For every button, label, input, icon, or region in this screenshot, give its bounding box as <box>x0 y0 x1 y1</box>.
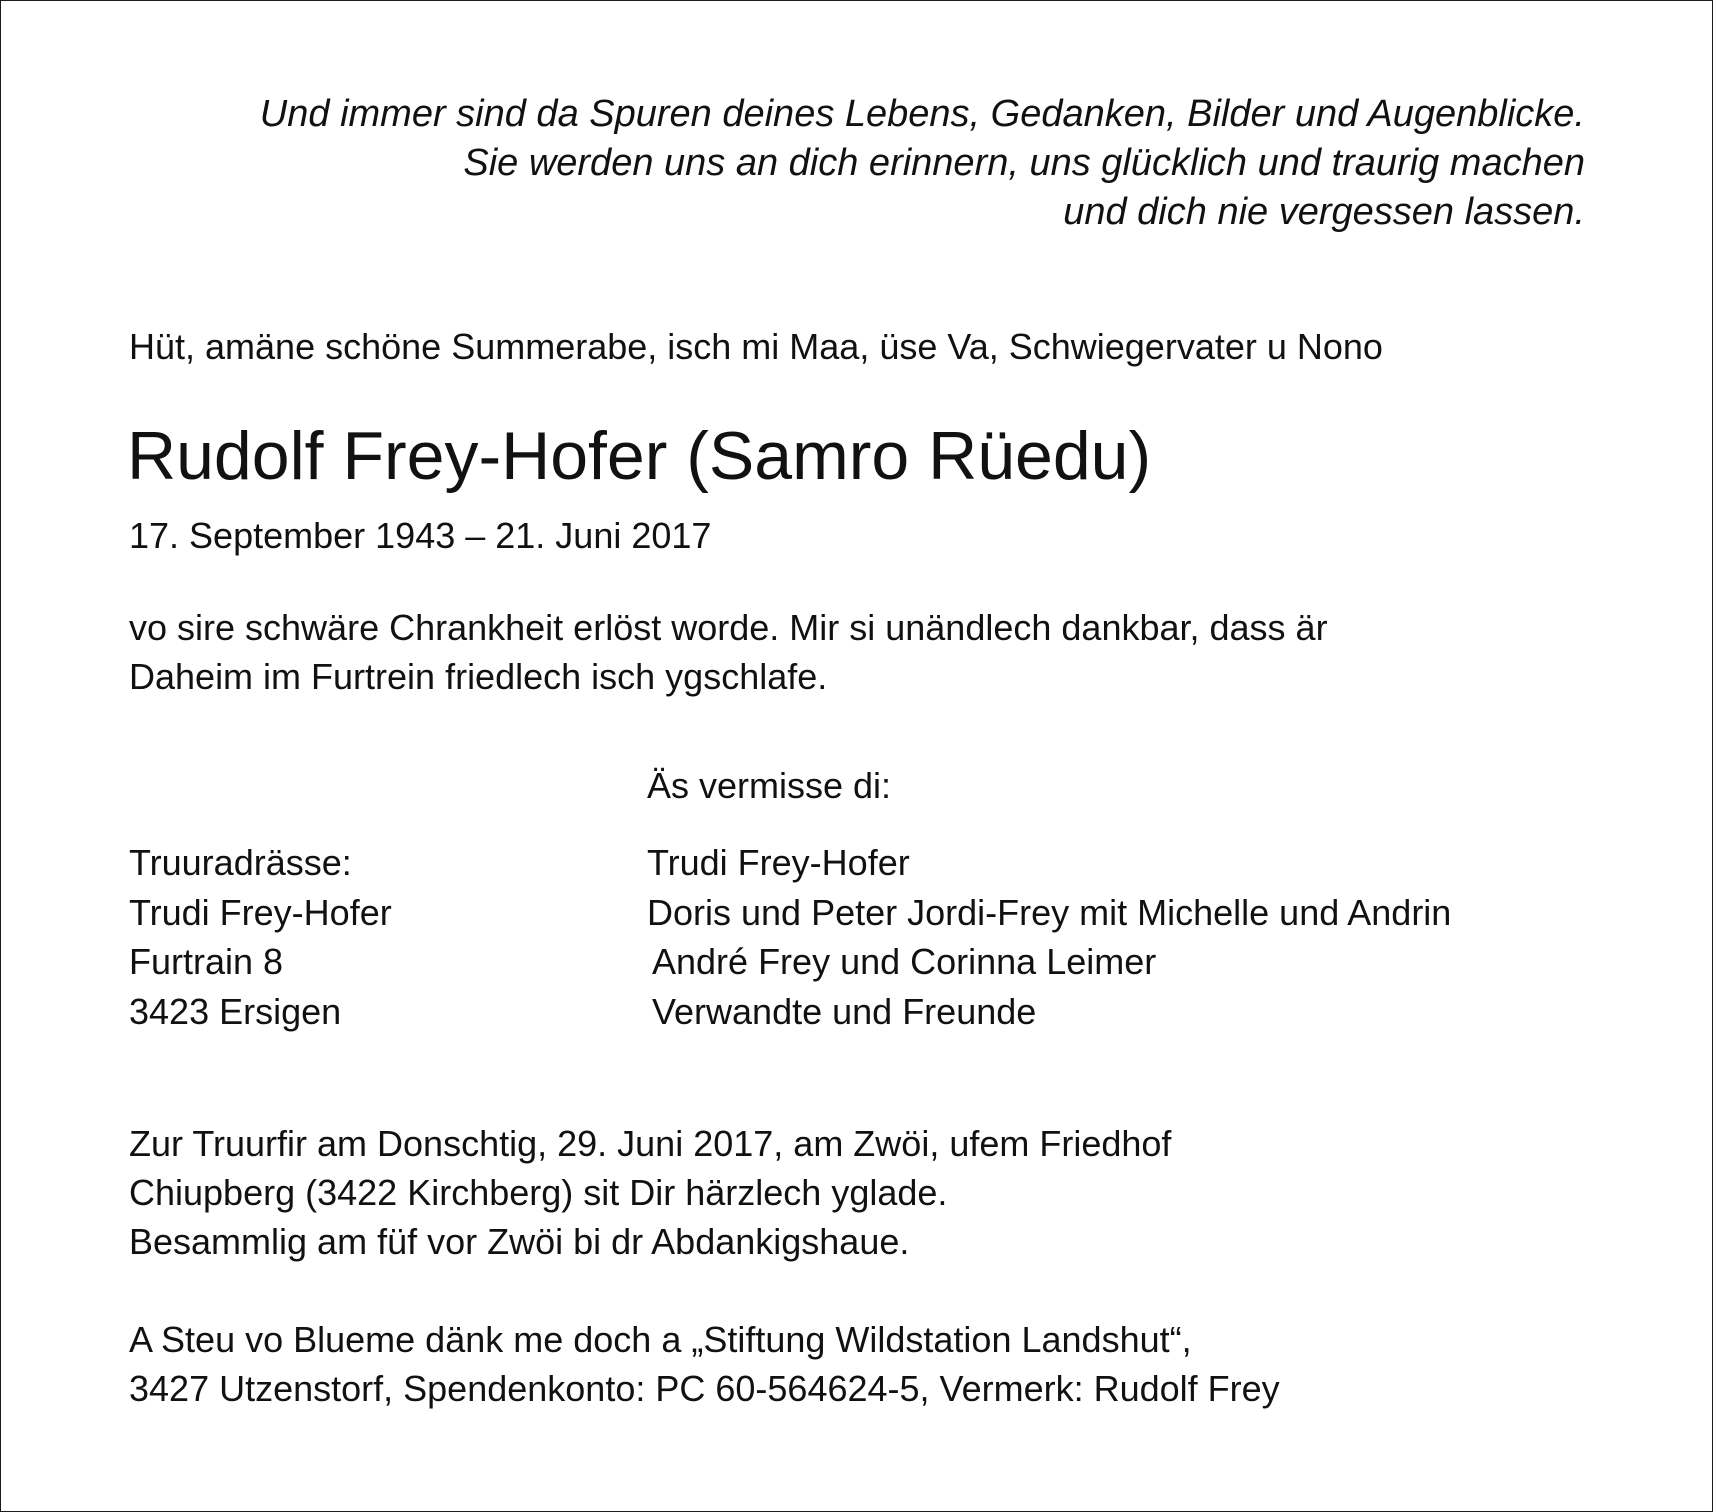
funeral-line: Besammlig am füf vor Zwöi bi dr Abdankigshaue. <box>129 1221 910 1262</box>
funeral-line: Chiupberg (3422 Kirchberg) sit Dir härzlech yglade. <box>129 1172 948 1213</box>
motto-verse <box>125 90 1585 237</box>
motto-line: und dich nie vergessen lassen. <box>1063 191 1585 233</box>
donation-info <box>129 1315 1280 1413</box>
donation-line: 3427 Utzenstorf, Spendenkonto: PC 60-564624-5, Vermerk: Rudolf Frey <box>129 1368 1280 1409</box>
mourner-line: Trudi Frey-Hofer <box>647 842 910 883</box>
funeral-info <box>129 1119 1171 1266</box>
funeral-line: Zur Truurfir am Donschtig, 29. Juni 2017, am Zwöi, ufem Friedhof <box>129 1123 1172 1164</box>
life-dates: 17. September 1943 – 21. Juni 2017 <box>129 515 712 556</box>
deceased-name: Rudolf Frey-Hofer (Samro Rüedu) <box>127 418 1152 494</box>
mourner-line: André Frey und Corinna Leimer <box>652 941 1157 982</box>
passing-line: vo sire schwäre Chrankheit erlöst worde. Mir si unändlech dankbar, dass är <box>129 607 1328 648</box>
passing-line: Daheim im Furtrein friedlech isch ygschlafe. <box>129 656 828 697</box>
address-line: Truuradrässe: <box>129 842 352 883</box>
mourner-line: Doris und Peter Jordi-Frey mit Michelle und Andrin <box>647 891 1452 933</box>
donation-line: A Steu vo Blueme dänk me doch a „Stiftung Wildstation Landshut“, <box>129 1319 1192 1360</box>
mourning-address <box>129 838 392 1036</box>
mourner-line: Verwandte und Freunde <box>652 990 1037 1032</box>
passing-text <box>129 603 1328 701</box>
address-line: 3423 Ersigen <box>129 990 342 1032</box>
mourners-list <box>647 838 1451 1036</box>
address-line: Trudi Frey-Hofer <box>129 891 392 933</box>
address-line: Furtrain 8 <box>129 941 284 982</box>
motto-line: Und immer sind da Spuren deines Lebens, Gedanken, Bilder und Augenblicke. <box>259 93 1585 135</box>
mourners-heading: Äs vermisse di: <box>647 765 892 806</box>
intro-text: Hüt, amäne schöne Summerabe, isch mi Maa, üse Va, Schwiegervater u Nono <box>129 326 1383 367</box>
motto-line: Sie werden uns an dich erinnern, uns glücklich und traurig machen <box>463 142 1585 184</box>
